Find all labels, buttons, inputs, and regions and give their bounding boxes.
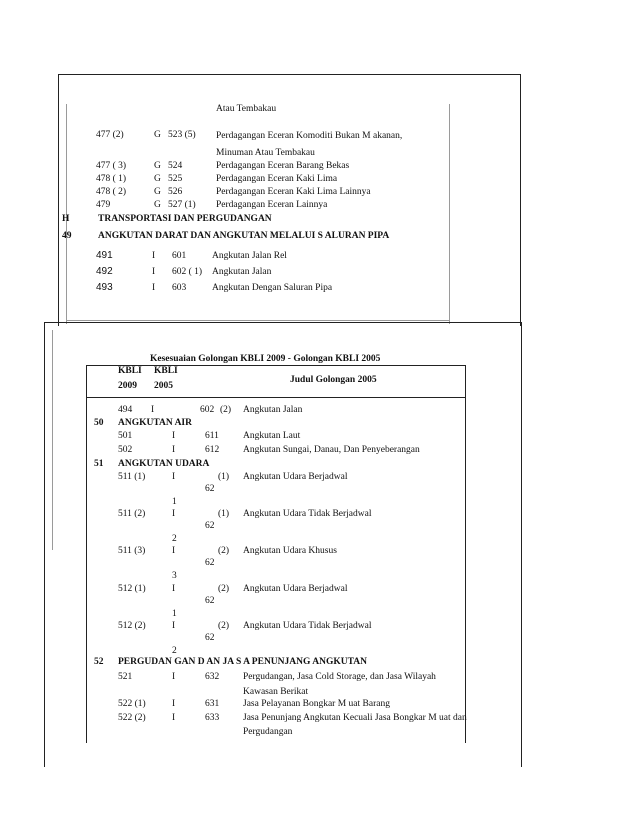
row-description: Perdagangan Eceran Kaki Lima bbox=[216, 174, 338, 184]
row-description: Angkutan Jalan bbox=[243, 405, 303, 415]
row-code-2009: 477 (2) bbox=[96, 130, 124, 140]
row-code-digit: 1 bbox=[172, 497, 177, 507]
row-section-letter: I bbox=[172, 672, 176, 682]
row-description: Perdagangan Eceran Lainnya bbox=[216, 200, 328, 210]
row-code-2005: 526 bbox=[168, 187, 183, 197]
group-code: 51 bbox=[94, 459, 104, 469]
header-judul: Judul Golongan 2005 bbox=[290, 375, 377, 385]
row-section-letter: I bbox=[172, 584, 176, 594]
row-section-letter: I bbox=[172, 472, 176, 482]
row-section-letter: I bbox=[172, 431, 176, 441]
row-code-2005: 62 bbox=[205, 596, 215, 606]
row-section-letter: I bbox=[172, 699, 176, 709]
row-code-2005: 612 bbox=[205, 445, 220, 455]
row-section-letter: G bbox=[154, 187, 161, 197]
group-title: ANGKUTAN UDARA bbox=[118, 459, 210, 469]
row-section-letter: I bbox=[152, 251, 156, 261]
row-code-2005: 631 bbox=[205, 699, 220, 709]
row-description: Perdagangan Eceran Kaki Lima Lainnya bbox=[216, 187, 371, 197]
row-subcode: (2) bbox=[218, 621, 230, 631]
row-description: Angkutan Laut bbox=[243, 431, 301, 441]
row-description: Pergudangan, Jasa Cold Storage, dan Jasa Wilayah bbox=[243, 672, 436, 682]
row-description: Angkutan Dengan Saluran Pipa bbox=[212, 283, 333, 293]
row-code-2005: 62 bbox=[205, 633, 215, 643]
row-code-digit: 2 bbox=[172, 646, 177, 656]
row-code-2009: 493 bbox=[96, 282, 113, 293]
row-description-cont: Pergudangan bbox=[243, 727, 293, 737]
row-description: Perdagangan Eceran Barang Bekas bbox=[216, 161, 350, 171]
row-description: Angkutan Sungai, Danau, Dan Penyeberangan bbox=[243, 445, 420, 455]
row-subcode: (1) bbox=[218, 472, 230, 482]
row-code-digit: 3 bbox=[172, 571, 177, 581]
header-year-2005: 2005 bbox=[154, 381, 173, 391]
row-description: Angkutan Udara Tidak Berjadwal bbox=[243, 509, 372, 519]
row-code-2009: 478 ( 2) bbox=[96, 187, 127, 197]
row-code-2009: 502 bbox=[118, 445, 133, 455]
row-code-2009: 521 bbox=[118, 672, 133, 682]
continued-title: Atau Tembakau bbox=[216, 104, 277, 114]
row-description: Angkutan Jalan Rel bbox=[212, 251, 287, 261]
row-subcode: (2) bbox=[218, 584, 230, 594]
header-year-2009: 2009 bbox=[118, 381, 137, 391]
row-section-letter: I bbox=[152, 283, 156, 293]
row-code-2005: 632 bbox=[205, 672, 220, 682]
row-code-2005: 527 (1) bbox=[168, 200, 196, 210]
row-section-letter: I bbox=[172, 445, 176, 455]
row-code-2005: 602 bbox=[200, 405, 215, 415]
row-section-letter: G bbox=[154, 174, 161, 184]
row-subcode: (2) bbox=[218, 546, 230, 556]
row-code-2005: 602 ( 1) bbox=[172, 267, 203, 277]
group-code: 50 bbox=[94, 418, 104, 428]
row-code-2005: 611 bbox=[205, 431, 219, 441]
row-description: Perdagangan Eceran Komoditi Bukan M akanan, bbox=[216, 131, 403, 141]
row-code-2009: 511 (2) bbox=[118, 509, 146, 519]
row-code-2009: 478 ( 1) bbox=[96, 174, 127, 184]
row-code-2005: 633 bbox=[205, 713, 220, 723]
row-description: Angkutan Udara Khusus bbox=[243, 546, 337, 556]
row-code-digit: 2 bbox=[172, 534, 177, 544]
row-code-2009: 512 (2) bbox=[118, 621, 146, 631]
row-code-2005: 523 (5) bbox=[168, 130, 196, 140]
row-code-digit: 1 bbox=[172, 609, 177, 619]
header-kbli-2005: KBLI bbox=[154, 366, 178, 376]
row-code-2005: 601 bbox=[172, 251, 187, 261]
row-code-2005: 62 bbox=[205, 484, 215, 494]
row-description: Minuman Atau Tembakau bbox=[216, 148, 315, 158]
row-description: Angkutan Udara Tidak Berjadwal bbox=[243, 621, 372, 631]
table-title: Kesesuaian Golongan KBLI 2009 - Golongan KBLI 2005 bbox=[150, 354, 381, 364]
row-code-2009: 491 bbox=[96, 250, 113, 261]
row-code-2009: 494 bbox=[118, 405, 133, 415]
row-description: Jasa Penunjang Angkutan Kecuali Jasa Bongkar M uat dan bbox=[243, 713, 467, 723]
row-code-2009: 501 bbox=[118, 431, 133, 441]
group-title: ANGKUTAN DARAT DAN ANGKUTAN MELALUI S ALURAN PIPA bbox=[98, 231, 390, 241]
section-code: H bbox=[62, 214, 70, 224]
row-description: Jasa Pelayanan Bongkar M uat Barang bbox=[243, 699, 390, 709]
row-section-letter: I bbox=[152, 267, 156, 277]
row-code-2005: 603 bbox=[172, 283, 187, 293]
row-subcode: (2) bbox=[220, 405, 232, 415]
row-code-2009: 522 (1) bbox=[118, 699, 146, 709]
row-code-2005: 62 bbox=[205, 521, 215, 531]
row-code-2005: 62 bbox=[205, 558, 215, 568]
row-code-2005: 524 bbox=[168, 161, 183, 171]
row-code-2009: 511 (3) bbox=[118, 546, 146, 556]
row-section-letter: I bbox=[172, 546, 176, 556]
row-code-2009: 522 (2) bbox=[118, 713, 146, 723]
row-section-letter: G bbox=[154, 200, 161, 210]
row-description-cont: Kawasan Berikat bbox=[243, 687, 309, 697]
row-code-2009: 479 bbox=[96, 200, 111, 210]
row-section-letter: I bbox=[172, 713, 176, 723]
group-code: 49 bbox=[62, 231, 72, 241]
row-code-2009: 492 bbox=[96, 266, 113, 277]
row-section-letter: I bbox=[151, 405, 155, 415]
row-code-2009: 477 ( 3) bbox=[96, 161, 127, 171]
row-subcode: (1) bbox=[218, 509, 230, 519]
row-section-letter: G bbox=[154, 161, 161, 171]
row-section-letter: I bbox=[172, 509, 176, 519]
row-description: Angkutan Jalan bbox=[212, 267, 272, 277]
group-code: 52 bbox=[94, 657, 104, 667]
section-title: TRANSPORTASI DAN PERGUDANGAN bbox=[98, 214, 272, 224]
row-section-letter: G bbox=[154, 130, 161, 140]
row-code-2009: 512 (1) bbox=[118, 584, 146, 594]
row-description: Angkutan Udara Berjadwal bbox=[243, 584, 348, 594]
row-section-letter: I bbox=[172, 621, 176, 631]
row-code-2009: 511 (1) bbox=[118, 472, 146, 482]
group-title: ANGKUTAN AIR bbox=[118, 418, 192, 428]
row-description: Angkutan Udara Berjadwal bbox=[243, 472, 348, 482]
group-title: PERGUDAN GAN D AN JA S A PENUNJANG ANGKUTAN bbox=[118, 657, 367, 667]
row-code-2005: 525 bbox=[168, 174, 183, 184]
header-kbli-2009: KBLI bbox=[118, 366, 142, 376]
